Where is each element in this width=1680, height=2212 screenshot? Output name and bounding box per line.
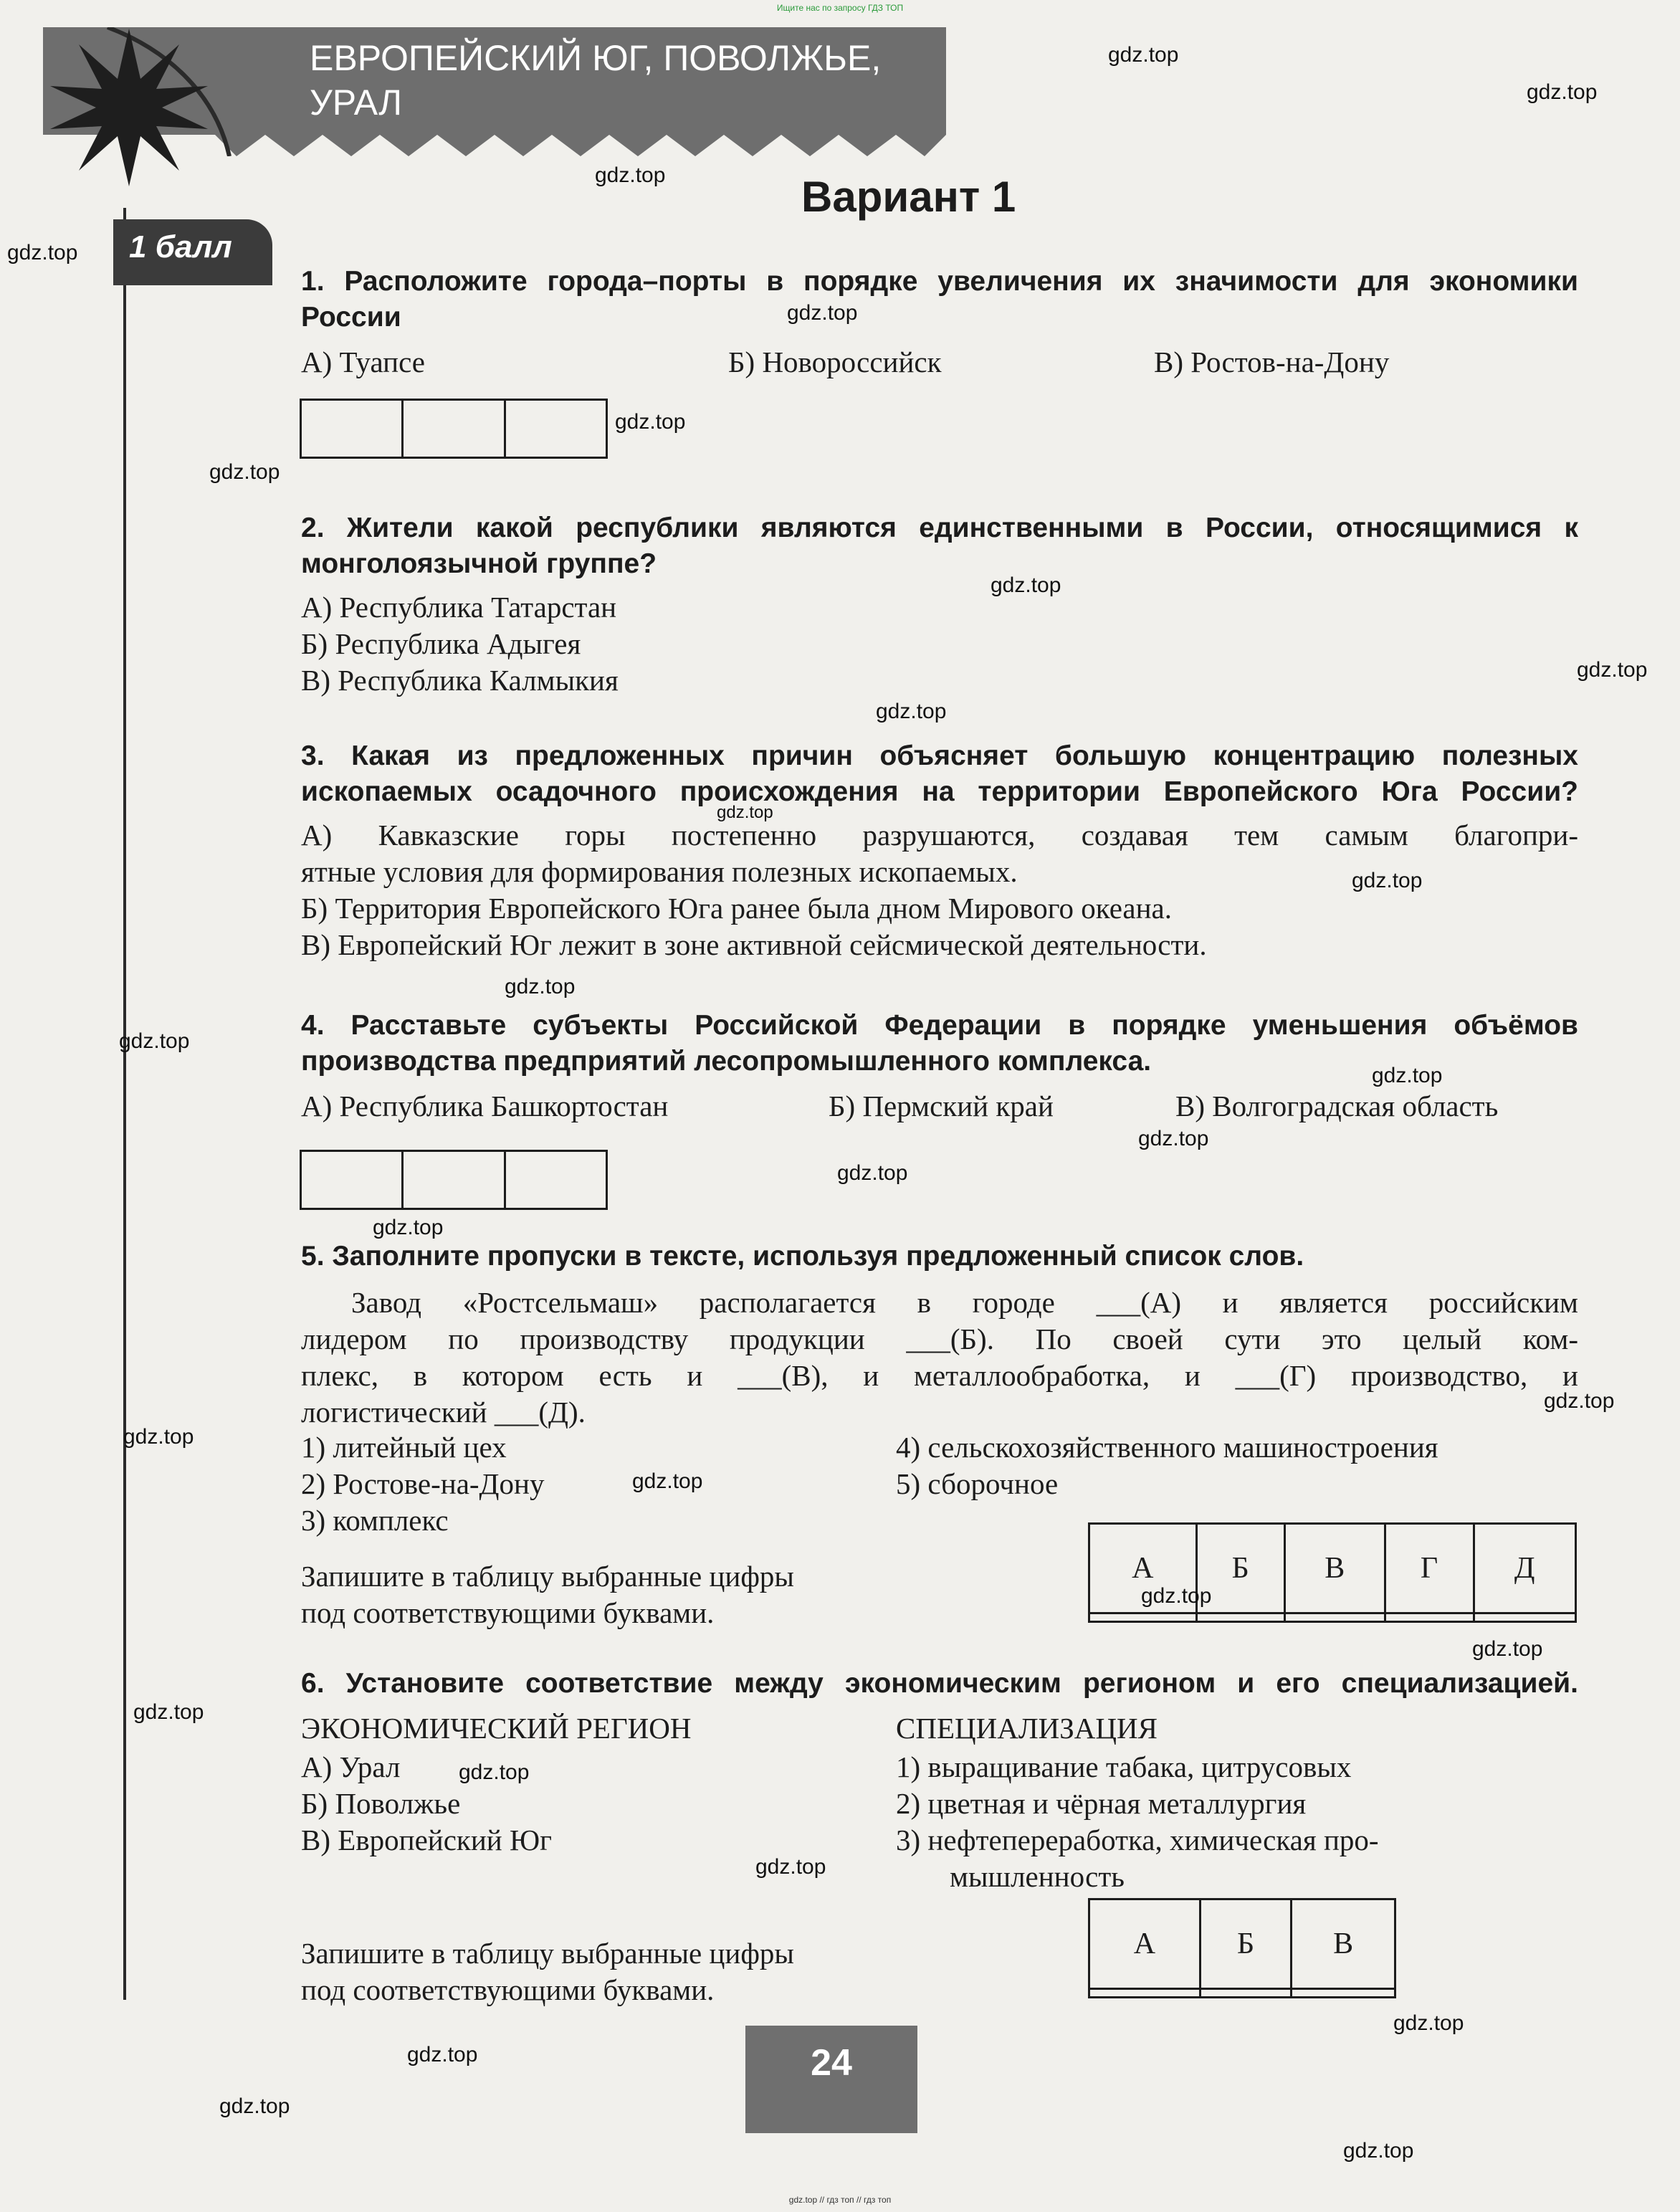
q5-instruction-line-1: Запишите в таблицу выбранные цифры <box>301 1560 794 1593</box>
watermark: gdz.top <box>755 1855 826 1879</box>
watermark: gdz.top <box>876 700 947 723</box>
q6-col2-heading: СПЕЦИАЛИЗАЦИЯ <box>896 1712 1158 1745</box>
watermark: gdz.top <box>1343 2139 1414 2163</box>
q5-answer-cell[interactable] <box>1196 1613 1284 1622</box>
q6-region-a: А) Урал <box>301 1750 401 1783</box>
q5-instruction-line-2: под соответствующими буквами. <box>301 1596 715 1629</box>
watermark: gdz.top <box>459 1760 530 1784</box>
q6-letter-header: В <box>1292 1899 1395 1989</box>
q6-letter-header: Б <box>1200 1899 1292 1989</box>
q5-answer-cell[interactable] <box>1284 1613 1385 1622</box>
q6-spec-1: 1) выращивание табака, цитрусовых <box>896 1750 1352 1783</box>
q1-answer-cell[interactable] <box>301 400 403 458</box>
q6-answer-cell[interactable] <box>1200 1989 1292 1998</box>
q5-letter-header: А <box>1089 1524 1197 1613</box>
question-1 <box>301 264 1578 335</box>
q3-option-a-line-2: ятные условия для формирования полезных ископаемых. <box>301 855 1018 888</box>
q4-option-a: А) Республика Башкортостан <box>301 1090 669 1122</box>
watermark: gdz.top <box>219 2094 290 2118</box>
q6-instruction-line-2: под соответствующими буквами. <box>301 1973 715 2006</box>
q5-word-5: 5) сборочное <box>896 1467 1059 1500</box>
q6-answer-cell[interactable] <box>1292 1989 1395 1998</box>
q4-option-b: Б) Пермский край <box>829 1090 1054 1122</box>
q4-answer-table <box>300 1150 608 1210</box>
q5-letter-header: Г <box>1385 1524 1474 1613</box>
watermark: gdz.top <box>407 2043 478 2066</box>
q5-answer-cell[interactable] <box>1474 1613 1575 1622</box>
q6-answer-table <box>1088 1898 1396 1998</box>
watermark: gdz.top <box>1393 2011 1464 2035</box>
watermark: gdz.top <box>1577 658 1648 682</box>
watermark: gdz.top <box>209 460 280 484</box>
q6-spec-3-line-1: 3) нефтепереработка, химическая про- <box>896 1824 1379 1856</box>
question-1-line-1: 1. Расположите города–порты в порядке увеличения их значимости для экономики <box>301 266 1578 297</box>
question-2-line-1: 2. Жители какой республики являются единственными в России, относящимися к <box>301 513 1578 543</box>
q5-letter-header: Д <box>1474 1524 1575 1613</box>
watermark: gdz.top <box>991 573 1061 597</box>
q2-option-c: В) Республика Калмыкия <box>301 664 619 697</box>
question-4-line-2: производства предприятий лесопромышленного комплекса. <box>301 1046 1152 1077</box>
q4-answer-cell[interactable] <box>301 1151 403 1209</box>
q6-spec-3-line-2: мышленность <box>950 1860 1125 1893</box>
watermark: gdz.top <box>1141 1584 1212 1608</box>
watermark: gdz.top <box>505 975 576 998</box>
watermark: gdz.top <box>787 301 858 325</box>
q1-answer-cell[interactable] <box>403 400 505 458</box>
q1-option-b: Б) Новороссийск <box>728 345 942 378</box>
q5-answer-cell[interactable] <box>1385 1613 1474 1622</box>
watermark: gdz.top <box>1372 1064 1443 1087</box>
q5-passage-line-4: логистический ___(Д). <box>301 1396 586 1429</box>
watermark: gdz.top <box>632 1469 703 1493</box>
watermark: gdz.top <box>119 1029 190 1053</box>
q2-option-b: Б) Республика Адыгея <box>301 627 581 660</box>
top-note: Ищите нас по запросу ГДЗ ТОП <box>776 3 904 13</box>
q5-passage <box>301 1284 1578 1431</box>
q5-passage-line-2: лидером по производству продукции ___(Б). По своей сути это целый ком- <box>301 1322 1578 1355</box>
watermark: gdz.top <box>595 163 666 187</box>
left-rule <box>123 208 126 2000</box>
question-4-line-1: 4. Расставьте субъекты Российской Федерации в порядке уменьшения объёмов <box>301 1010 1578 1041</box>
q5-word-2: 2) Ростове-на-Дону <box>301 1467 545 1500</box>
q5-word-3: 3) комплекс <box>301 1504 449 1537</box>
q5-word-1: 1) литейный цех <box>301 1431 507 1464</box>
question-3-line-1: 3. Какая из предложенных причин объясняет большую концентрацию полезных <box>301 740 1578 771</box>
question-2 <box>301 510 1578 582</box>
question-3 <box>301 738 1578 810</box>
watermark: gdz.top <box>7 241 78 264</box>
question-1-line-2: России <box>301 302 401 333</box>
q5-word-4: 4) сельскохозяйственного машиностроения <box>896 1431 1438 1464</box>
q5-letter-header: В <box>1284 1524 1385 1613</box>
question-5: 5. Заполните пропуски в тексте, используя предложенный список слов. <box>301 1241 1304 1272</box>
q1-answer-table <box>300 399 608 459</box>
q6-answer-cell[interactable] <box>1089 1989 1201 1998</box>
watermark: gdz.top <box>373 1216 444 1239</box>
q6-instruction-line-1: Запишите в таблицу выбранные цифры <box>301 1937 794 1970</box>
q4-option-c: В) Волгоградская область <box>1175 1090 1499 1122</box>
section-title-line-1: ЕВРОПЕЙСКИЙ ЮГ, ПОВОЛЖЬЕ, <box>310 38 882 78</box>
q3-option-a-line-1: А) Кавказские горы постепенно разрушаются, создавая тем самым благопри- <box>301 819 1578 852</box>
watermark: gdz.top <box>1472 1637 1543 1661</box>
watermark: gdz.top <box>717 803 773 822</box>
watermark: gdz.top <box>1544 1389 1615 1413</box>
watermark: gdz.top <box>133 1700 204 1724</box>
q6-letter-header: А <box>1089 1899 1201 1989</box>
q5-passage-line-1: Завод «Ростсельмаш» располагается в городе ___(А) и является российским <box>351 1286 1578 1319</box>
watermark: gdz.top <box>1108 43 1179 67</box>
page-number: 24 <box>811 2042 852 2084</box>
score-badge-label: 1 балл <box>129 229 232 264</box>
q6-instruction <box>301 1935 794 2008</box>
bottom-note: gdz.top // гдз топ // гдз топ <box>788 2195 892 2205</box>
q6-region-b: Б) Поволжье <box>301 1787 461 1820</box>
section-title-line-2: УРАЛ <box>310 82 403 123</box>
watermark: gdz.top <box>1138 1127 1209 1150</box>
watermark: gdz.top <box>837 1161 908 1185</box>
q6-col1-heading: ЭКОНОМИЧЕСКИЙ РЕГИОН <box>301 1712 692 1745</box>
q5-passage-line-3: плекс, в котором есть и ___(В), и металлообработка, и ___(Г) производство, и <box>301 1359 1578 1392</box>
variant-title: Вариант 1 <box>801 173 1016 221</box>
q5-instruction <box>301 1558 794 1631</box>
question-6: 6. Установите соответствие между экономическим регионом и его специализацией. <box>301 1668 1578 1699</box>
q4-answer-cell[interactable] <box>403 1151 505 1209</box>
q1-option-c: В) Ростов-на-Дону <box>1154 345 1390 378</box>
watermark: gdz.top <box>1352 869 1423 892</box>
star-icon <box>50 29 208 186</box>
q3-option-c: В) Европейский Юг лежит в зоне активной сейсмической деятельности. <box>301 928 1207 961</box>
question-2-line-2: монголоязычной группе? <box>301 548 657 579</box>
q5-letter-header: Б <box>1196 1524 1284 1613</box>
q1-answer-cell[interactable] <box>505 400 606 458</box>
q3-option-b: Б) Территория Европейского Юга ранее была дном Мирового океана. <box>301 892 1172 925</box>
q1-option-a: А) Туапсе <box>301 345 425 378</box>
q2-option-a: А) Республика Татарстан <box>301 591 617 624</box>
section-title <box>310 36 897 125</box>
q6-spec-2: 2) цветная и чёрная металлургия <box>896 1787 1307 1820</box>
watermark: gdz.top <box>615 410 686 434</box>
watermark: gdz.top <box>123 1425 194 1449</box>
question-3-line-2: ископаемых осадочного происхождения на территории Европейского Юга России? <box>301 776 1578 807</box>
q5-answer-cell[interactable] <box>1089 1613 1197 1622</box>
q6-region-c: В) Европейский Юг <box>301 1824 552 1856</box>
q4-answer-cell[interactable] <box>505 1151 606 1209</box>
watermark: gdz.top <box>1527 80 1598 104</box>
